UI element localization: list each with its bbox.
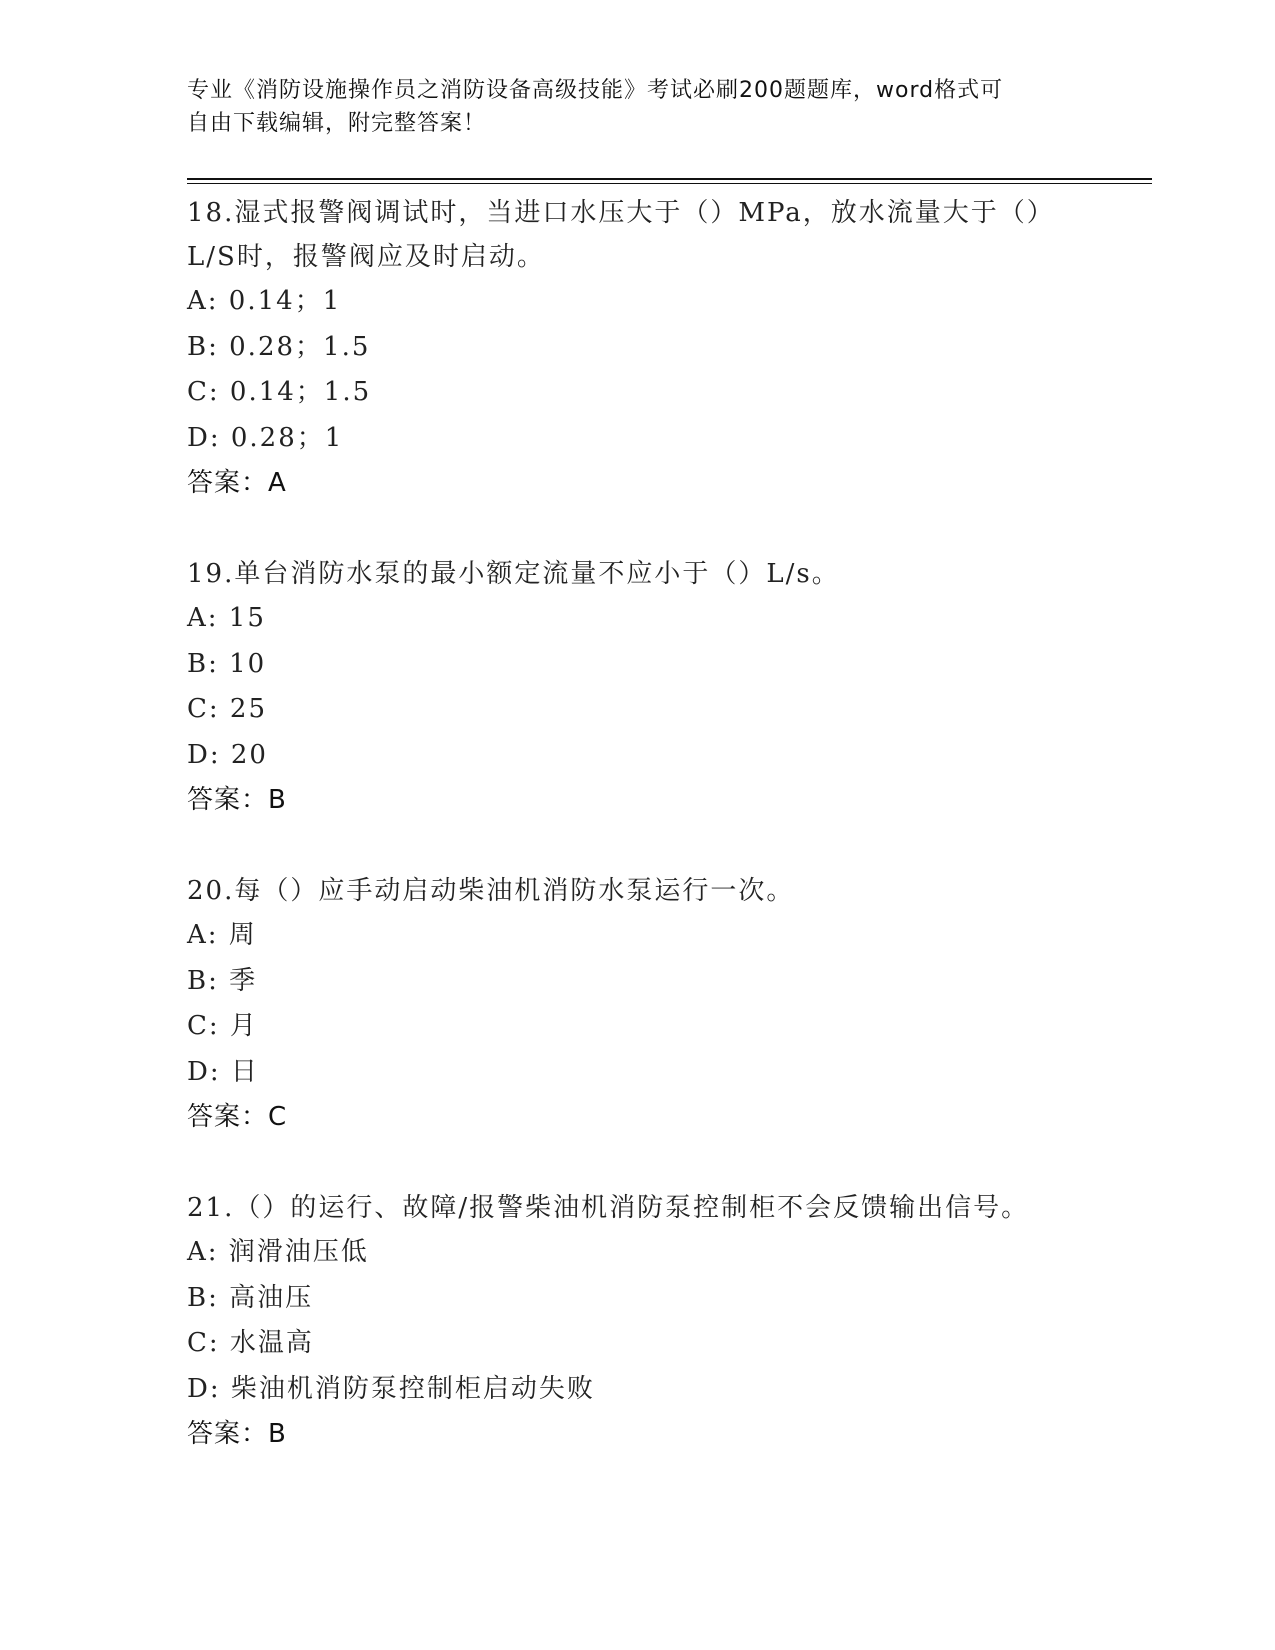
header-line-1: 专业《消防设施操作员之消防设备高级技能》考试必刷200题题库，word格式可 — [187, 78, 1004, 103]
header-line-2: 自由下载编辑，附完整答案！ — [187, 111, 487, 136]
option-a: A: 润滑油压低 — [187, 1237, 369, 1267]
answer: 答案：B — [187, 1419, 287, 1449]
option-d: D: 0.28；1 — [187, 422, 344, 453]
answer: 答案：A — [187, 468, 287, 498]
option-c: C: 水温高 — [187, 1328, 314, 1358]
question-text-line: 18.湿式报警阀调试时，当进口水压大于（）MPa，放水流量大于（） — [187, 198, 1055, 228]
option-c: C: 月 — [187, 1011, 258, 1041]
question-19 — [187, 552, 1087, 822]
question-20 — [187, 869, 1087, 1139]
question-list — [187, 191, 1087, 1503]
option-d: D: 日 — [187, 1056, 259, 1087]
question-text-line: L/S时，报警阀应及时启动。 — [187, 242, 545, 272]
answer: 答案：C — [187, 1102, 288, 1132]
header-divider-thin — [187, 183, 1152, 184]
option-d: D: 柴油机消防泵控制柜启动失败 — [187, 1373, 595, 1404]
question-18 — [187, 191, 1087, 505]
question-21 — [187, 1186, 1087, 1456]
document-header — [187, 74, 1067, 140]
option-a: A: 0.14；1 — [187, 286, 342, 316]
header-divider-thick — [187, 178, 1152, 180]
option-a: A: 15 — [187, 603, 266, 633]
option-b: B: 10 — [187, 648, 267, 679]
option-b: B: 季 — [187, 965, 258, 996]
option-d: D: 20 — [187, 739, 268, 770]
question-text-line: 21.（）的运行、故障/报警柴油机消防泵控制柜不会反馈输出信号。 — [187, 1193, 1030, 1223]
answer: 答案：B — [187, 785, 287, 815]
option-b: B: 高油压 — [187, 1282, 314, 1313]
option-c: C: 25 — [187, 694, 268, 724]
option-b: B: 0.28；1.5 — [187, 331, 371, 362]
question-text-line: 19.单台消防水泵的最小额定流量不应小于（）L/s。 — [187, 559, 840, 589]
option-a: A: 周 — [187, 920, 257, 950]
option-c: C: 0.14；1.5 — [187, 377, 372, 407]
question-text-line: 20.每（）应手动启动柴油机消防水泵运行一次。 — [187, 876, 795, 906]
